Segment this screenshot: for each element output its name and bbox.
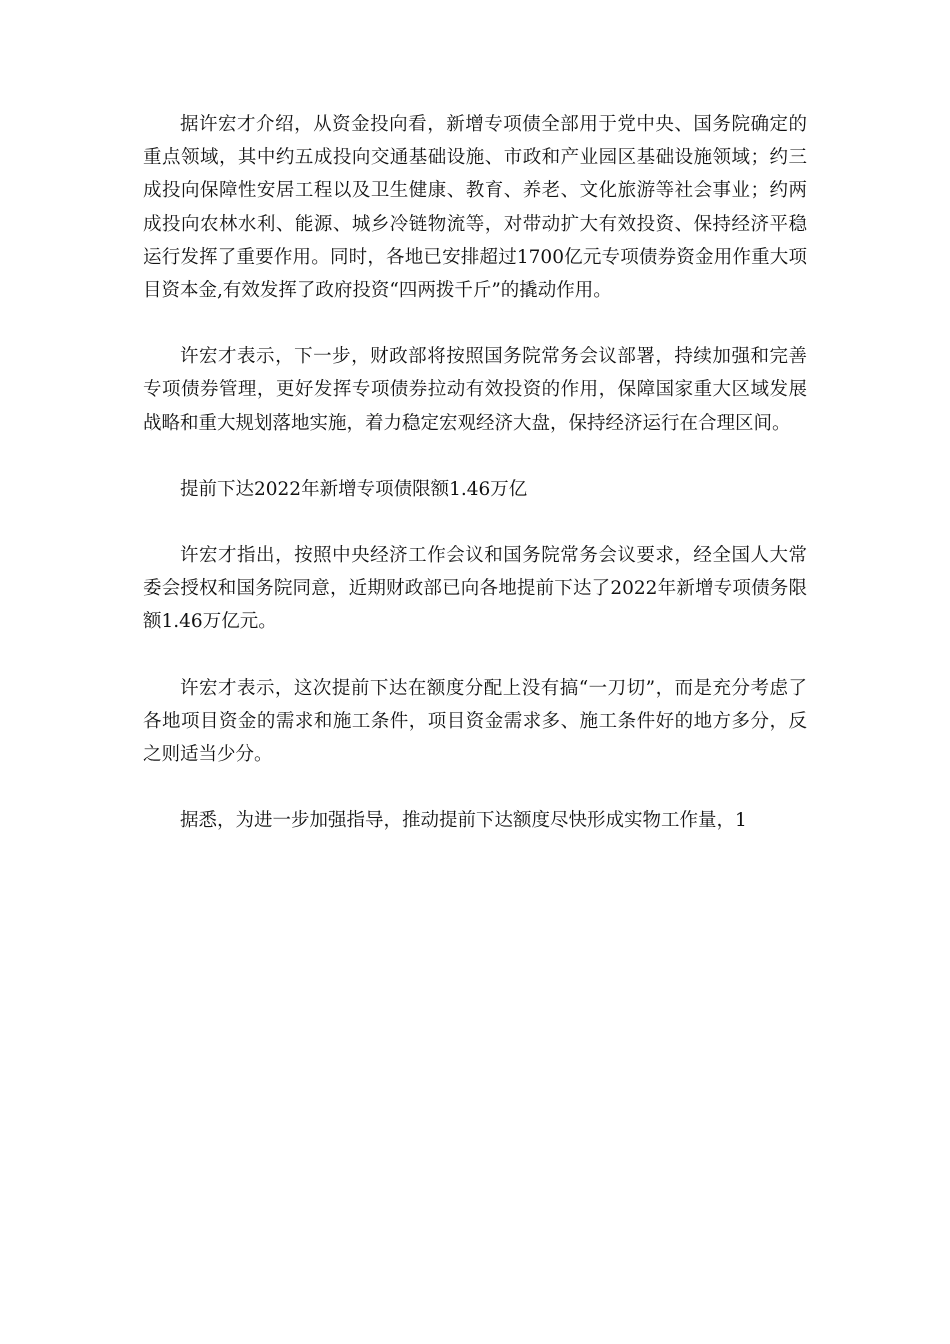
paragraph-quota-issued: 许宏才指出，按照中央经济工作会议和国务院常务会议要求，经全国人大常委会授权和国务院同意，近期财政部已向各地提前下达了2022年新增专项债务限额1.46万亿元。 <box>143 545 807 633</box>
paragraph-next-steps: 许宏才表示，下一步，财政部将按照国务院常务会议部署，持续加强和完善专项债券管理，更好发挥专项债券拉动有效投资的作用，保障国家重大区域发展战略和重大规划落地实施，着力稳定宏观经济大盘，保持经济运行在合理区间。 <box>143 346 807 434</box>
paragraph-guidance: 据悉，为进一步加强指导，推动提前下达额度尽快形成实物工作量，1 <box>180 810 747 832</box>
section-heading: 提前下达2022年新增专项债限额1.46万亿 <box>180 478 528 500</box>
paragraph-fund-allocation: 据许宏才介绍，从资金投向看，新增专项债全部用于党中央、国务院确定的重点领域，其中约五成投向交通基础设施、市政和产业园区基础设施领域；约三成投向保障性安居工程以及卫生健康、教育、养老、文化旅游等社会事业；约两成投向农林水利、能源、城乡冷链物流等，对带动扩大有效投资、保持经济平稳运行发挥了重要作用。同时，各地已安排超过1700亿元专项债券资金用作重大项目资本金,有效发挥了政府投资“四两拨千斤”的撬动作用。 <box>143 114 807 302</box>
paragraph-quota-distribution: 许宏才表示，这次提前下达在额度分配上没有搞“一刀切”，而是充分考虑了各地项目资金的需求和施工条件，项目资金需求多、施工条件好的地方多分，反之则适当少分。 <box>143 677 807 766</box>
document-body <box>143 108 807 837</box>
